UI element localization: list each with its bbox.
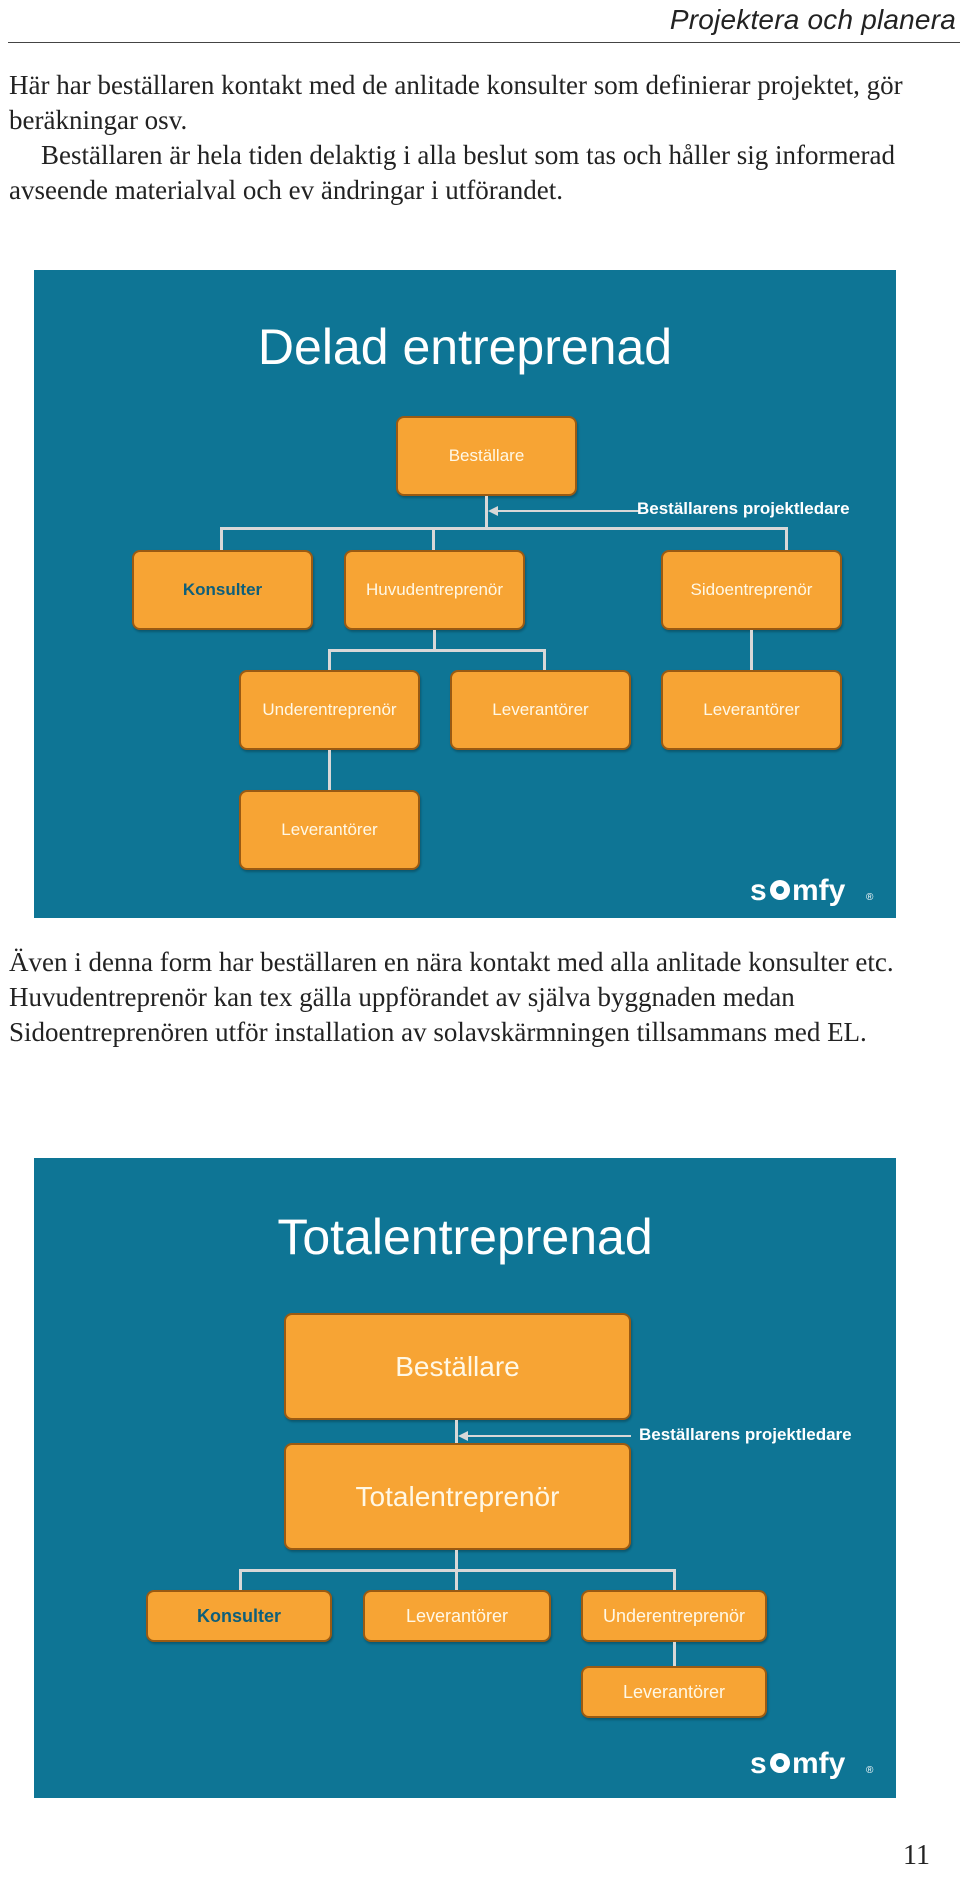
connector bbox=[543, 649, 546, 670]
running-head: Projektera och planera bbox=[669, 4, 956, 35]
side-contractor-box: Sidoentreprenör bbox=[661, 550, 842, 630]
connector bbox=[328, 649, 331, 670]
connector bbox=[433, 630, 436, 651]
org-chart-totalentreprenad bbox=[34, 1158, 896, 1798]
svg-text:mfy: mfy bbox=[792, 1747, 846, 1780]
svg-text:s: s bbox=[750, 874, 767, 907]
pm-arrowhead bbox=[488, 506, 498, 516]
svg-text:®: ® bbox=[866, 892, 874, 903]
somfy-logo bbox=[750, 1743, 880, 1783]
connector bbox=[220, 527, 223, 550]
intro-paragraph-2: Beställaren är hela tiden delaktig i alla beslut som tas och håller sig informerad avseende materialval och ev ändringar i utförandet. bbox=[9, 140, 895, 205]
client-box: Beställare bbox=[284, 1313, 631, 1420]
total-contractor-box: Totalentreprenör bbox=[284, 1443, 631, 1550]
connector bbox=[785, 527, 788, 550]
svg-text:mfy: mfy bbox=[792, 874, 846, 907]
header-rule bbox=[8, 42, 960, 43]
connector bbox=[673, 1569, 676, 1590]
somfy-logo bbox=[750, 870, 880, 910]
middle-text bbox=[9, 945, 953, 1050]
connector bbox=[432, 527, 435, 550]
svg-text:®: ® bbox=[866, 1765, 874, 1776]
connector bbox=[455, 1550, 458, 1571]
suppliers-box: Leverantörer bbox=[661, 670, 842, 750]
pm-arrow-line bbox=[496, 510, 640, 512]
consultants-box: Konsulter bbox=[132, 550, 313, 630]
connector bbox=[750, 630, 753, 670]
connector bbox=[239, 1569, 242, 1590]
page-number: 11 bbox=[903, 1840, 930, 1871]
subcontractor-box: Underentreprenör bbox=[581, 1590, 767, 1642]
connector bbox=[673, 1642, 676, 1666]
project-manager-label: Beställarens projektledare bbox=[639, 1425, 852, 1444]
connector bbox=[328, 649, 546, 652]
intro-paragraph-1: Här har beställaren kontakt med de anlitade konsulter som definierar projektet, gör beräkningar osv. bbox=[9, 70, 903, 135]
suppliers-box: Leverantörer bbox=[450, 670, 631, 750]
project-manager-label: Beställarens projektledare bbox=[637, 499, 850, 518]
connector bbox=[328, 750, 331, 790]
connector bbox=[220, 527, 788, 530]
pm-arrow-line bbox=[466, 1435, 631, 1437]
subcontractor-box: Underentreprenör bbox=[239, 670, 420, 750]
consultants-box: Konsulter bbox=[146, 1590, 332, 1642]
org-chart-delad-entreprenad bbox=[34, 270, 896, 918]
pm-arrowhead bbox=[458, 1431, 468, 1441]
main-contractor-box: Huvudentreprenör bbox=[344, 550, 525, 630]
svg-text:s: s bbox=[750, 1747, 767, 1780]
slide-title: Delad entreprenad bbox=[257, 319, 673, 375]
connector bbox=[455, 1569, 458, 1590]
middle-paragraph: Även i denna form har beställaren en nära kontakt med alla anlitade konsulter etc. Huvudentreprenör kan tex gälla uppförandet av själva byggnaden medan Sidoentreprenören utför installation av solavskärmningen tillsammans med EL. bbox=[9, 947, 894, 1047]
suppliers-box: Leverantörer bbox=[581, 1666, 767, 1718]
suppliers-box: Leverantörer bbox=[363, 1590, 551, 1642]
intro-text bbox=[9, 68, 953, 208]
client-box: Beställare bbox=[396, 416, 577, 496]
slide-title: Totalentreprenad bbox=[277, 1209, 653, 1265]
suppliers-box: Leverantörer bbox=[239, 790, 420, 870]
